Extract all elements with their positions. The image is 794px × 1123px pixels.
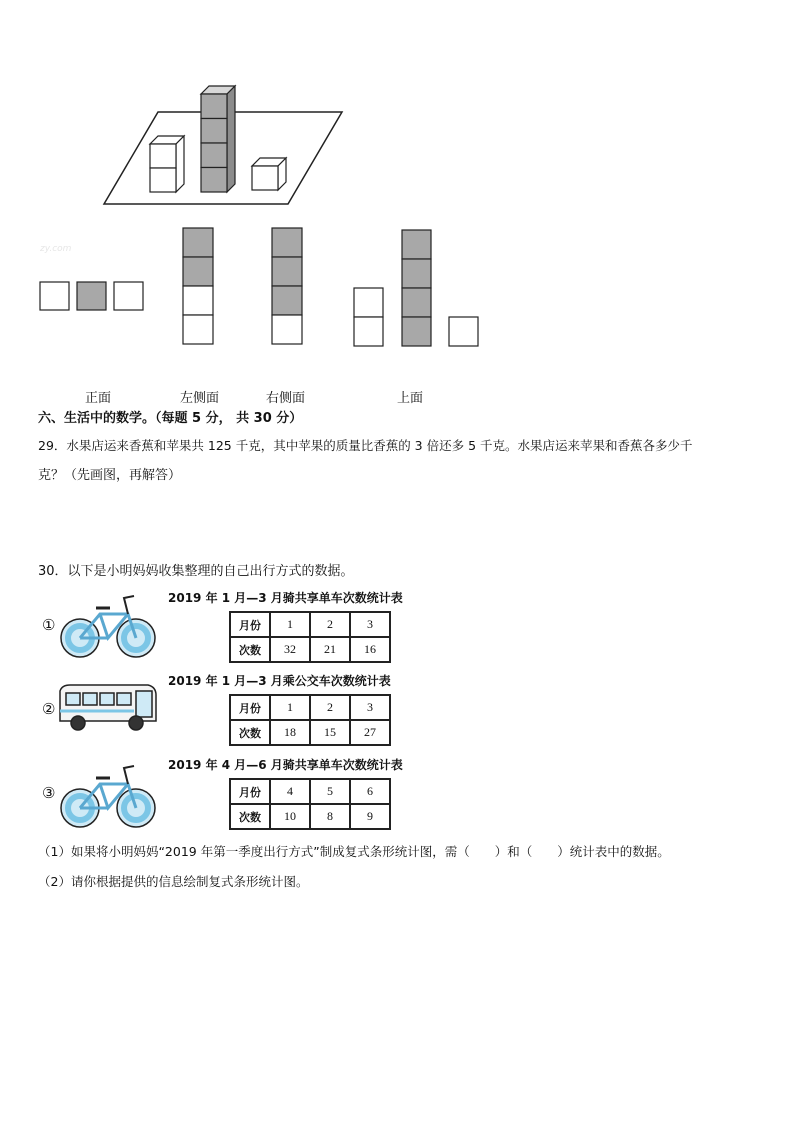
views-figure bbox=[0, 220, 500, 355]
top-view-squares bbox=[354, 230, 478, 346]
marker-1: ① bbox=[42, 616, 56, 634]
table-2-row-header-count: 次数 bbox=[230, 720, 270, 745]
marker-3: ③ bbox=[42, 784, 56, 802]
table-1-row-header-count: 次数 bbox=[230, 637, 270, 662]
table-1-cell: 1 bbox=[270, 612, 310, 637]
table-1-cell: 21 bbox=[310, 637, 350, 662]
left-cube-stack bbox=[150, 136, 184, 192]
table-2-cell: 2 bbox=[310, 695, 350, 720]
question-30-sub2: （2）请你根据提供的信息绘制复式条形统计图。 bbox=[38, 874, 309, 889]
table-1-cell: 2 bbox=[310, 612, 350, 637]
cube-stack-figure bbox=[0, 70, 400, 215]
question-29-line1: 29．水果店运来香蕉和苹果共 125 千克，其中苹果的质量比香蕉的 3 倍还多 5 千克。水果店运来苹果和香蕉各多少千 bbox=[38, 438, 693, 453]
table-2-cell: 15 bbox=[310, 720, 350, 745]
table-2-cell: 1 bbox=[270, 695, 310, 720]
right-cube bbox=[252, 158, 286, 190]
bicycle-image-1 bbox=[52, 592, 162, 662]
label-right-view: 右侧面 bbox=[266, 391, 306, 406]
left-side-view-squares bbox=[183, 228, 213, 344]
table-3-cell: 9 bbox=[350, 804, 390, 829]
table-3-cell: 4 bbox=[270, 779, 310, 804]
table-1-cell: 32 bbox=[270, 637, 310, 662]
label-top-view: 上面 bbox=[397, 391, 424, 406]
section-heading: 六、生活中的数学。（每题 5 分， 共 30 分） bbox=[38, 411, 303, 426]
table-2-cell: 3 bbox=[350, 695, 390, 720]
table-1-cell: 3 bbox=[350, 612, 390, 637]
table-2-title: 2019 年 1 月—3 月乘公交车次数统计表 bbox=[168, 674, 391, 688]
table-3-cell: 6 bbox=[350, 779, 390, 804]
table-3-row-header-count: 次数 bbox=[230, 804, 270, 829]
bicycle-image-2 bbox=[52, 762, 162, 832]
question-29-line2: 克？（先画图，再解答） bbox=[38, 468, 182, 483]
table-3-title: 2019 年 4 月—6 月骑共享单车次数统计表 bbox=[168, 758, 403, 772]
middle-cube-stack bbox=[201, 86, 235, 192]
table-1-row-header-month: 月份 bbox=[230, 612, 270, 637]
table-2-cell: 27 bbox=[350, 720, 390, 745]
question-30-intro: 30．以下是小明妈妈收集整理的自己出行方式的数据。 bbox=[38, 564, 354, 579]
table-2 bbox=[229, 694, 391, 746]
question-30-sub1: （1）如果将小明妈妈“2019 年第一季度出行方式”制成复式条形统计图，需（ ）和（ ）统计表中的数据。 bbox=[38, 844, 670, 859]
bus-image bbox=[56, 681, 162, 737]
label-front-view: 正面 bbox=[85, 391, 112, 406]
label-left-view: 左侧面 bbox=[180, 391, 220, 406]
table-3-cell: 10 bbox=[270, 804, 310, 829]
table-3-cell: 5 bbox=[310, 779, 350, 804]
table-1-cell: 16 bbox=[350, 637, 390, 662]
front-view-squares bbox=[40, 282, 143, 310]
table-3 bbox=[229, 778, 391, 830]
table-3-cell: 8 bbox=[310, 804, 350, 829]
marker-2: ② bbox=[42, 700, 56, 718]
table-1-title: 2019 年 1 月—3 月骑共享单车次数统计表 bbox=[168, 591, 403, 605]
watermark-text: zy.com bbox=[40, 244, 72, 254]
table-1 bbox=[229, 611, 391, 663]
right-side-view-squares bbox=[272, 228, 302, 344]
table-2-cell: 18 bbox=[270, 720, 310, 745]
table-2-row-header-month: 月份 bbox=[230, 695, 270, 720]
table-3-row-header-month: 月份 bbox=[230, 779, 270, 804]
